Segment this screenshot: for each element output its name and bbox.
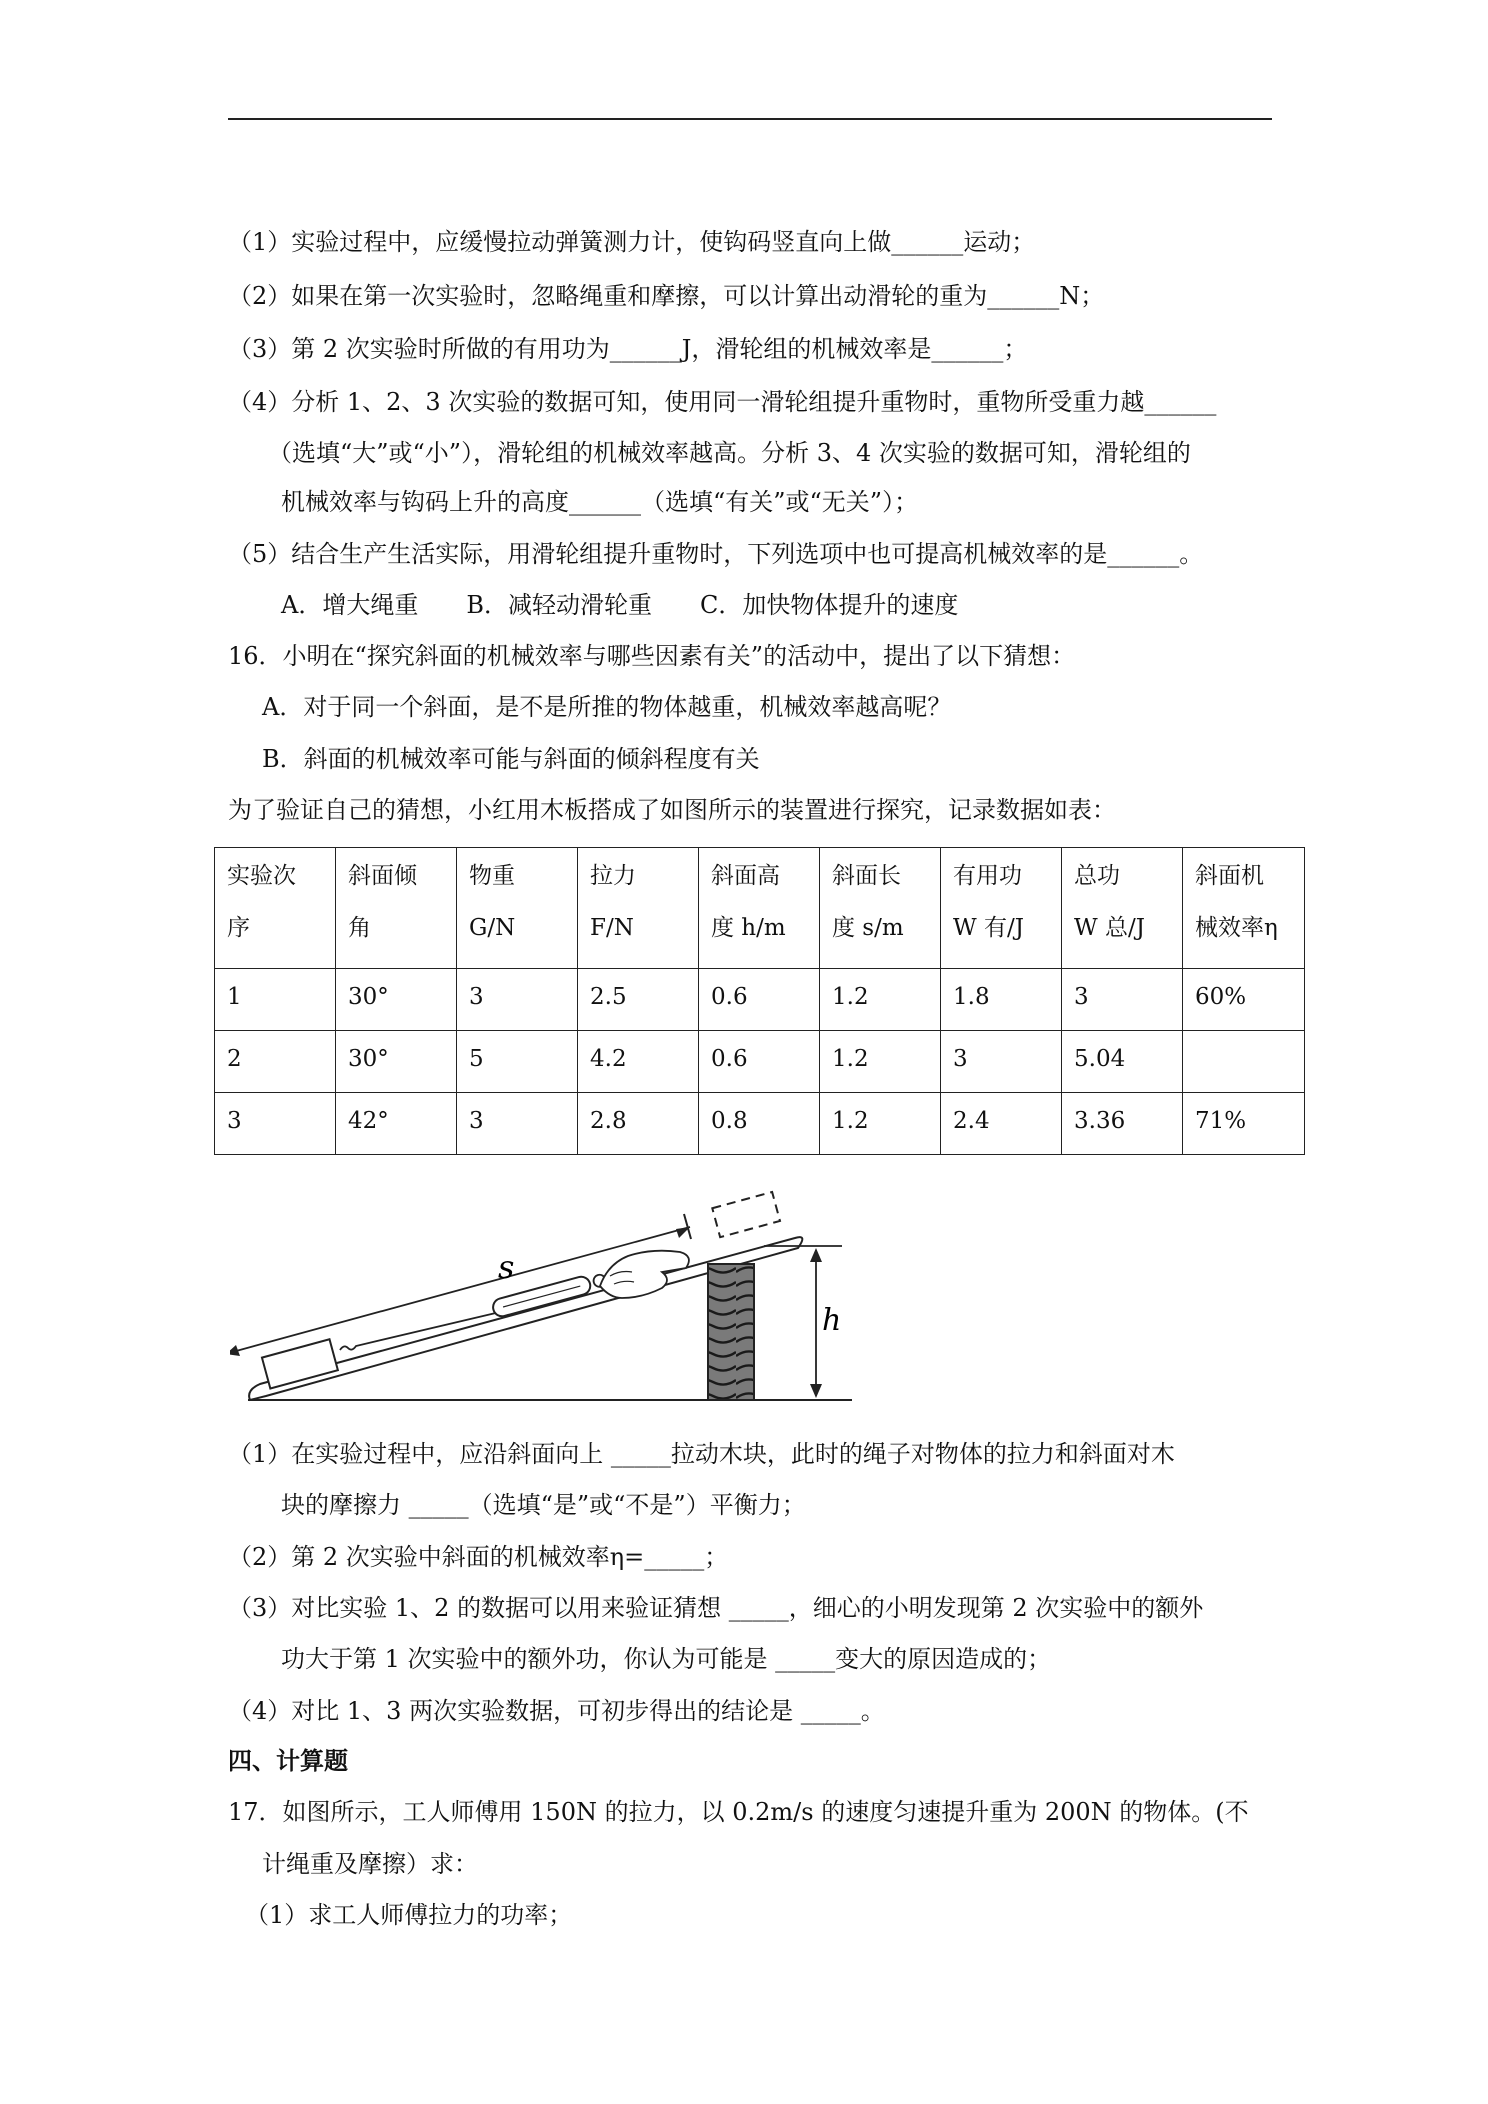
table-cell: 1.8: [941, 969, 1062, 1031]
table-cell: 42°: [336, 1093, 457, 1155]
q15-part4-line2: （选填“大”或“小”），滑轮组的机械效率越高。分析 3、4 次实验的数据可知，滑轮组的: [268, 439, 1191, 467]
table-cell: 2: [215, 1031, 336, 1093]
q17-stem-line1: 17．如图所示，工人师傅用 150N 的拉力，以 0.2m/s 的速度匀速提升重为 200N 的物体。(不: [228, 1798, 1249, 1826]
table-cell: 71%: [1183, 1093, 1305, 1155]
table-header-cell: 斜面长 度 s/m: [820, 848, 941, 969]
table-cell: 1: [215, 969, 336, 1031]
table-header-cell: 拉力 F/N: [578, 848, 699, 969]
table-cell: 3: [215, 1093, 336, 1155]
table-cell: 30°: [336, 1031, 457, 1093]
table-row: [215, 1093, 1305, 1155]
q16-part2: （2）第 2 次实验中斜面的机械效率η=_____；: [228, 1543, 729, 1571]
table-cell: 0.6: [699, 969, 820, 1031]
height-arrow-head-top: [810, 1248, 822, 1262]
section-title: 四、计算题: [228, 1746, 348, 1775]
table-cell: 3: [1062, 969, 1183, 1031]
length-label: s: [498, 1248, 515, 1286]
table-header-cell: 斜面高 度 h/m: [699, 848, 820, 969]
table-cell: 4.2: [578, 1031, 699, 1093]
table-cell: 3: [457, 1093, 578, 1155]
q17-part1: （1）求工人师傅拉力的功率；: [245, 1901, 573, 1929]
q16-part1-line1: （1）在实验过程中，应沿斜面向上 _____拉动木块，此时的绳子对物体的拉力和斜面对木: [228, 1440, 1175, 1468]
table-header-cell: 总功 W 总/J: [1062, 848, 1183, 969]
table-row: [215, 1031, 1305, 1093]
block-final-position: [712, 1192, 780, 1237]
q15-part5: （5）结合生产生活实际，用滑轮组提升重物时，下列选项中也可提高机械效率的是______。: [228, 540, 1204, 568]
q15-part4-line3: 机械效率与钩码上升的高度______（选填“有关”或“无关”）；: [281, 488, 919, 516]
length-end-tick-right: [684, 1214, 691, 1239]
q15-part3: （3）第 2 次实验时所做的有用功为______J，滑轮组的机械效率是______；: [228, 335, 1028, 363]
table-cell: 3.36: [1062, 1093, 1183, 1155]
table-cell: 5: [457, 1031, 578, 1093]
q15-part1: （1）实验过程中，应缓慢拉动弹簧测力计，使钩码竖直向上做______运动；: [228, 228, 1036, 256]
header-rule: [228, 118, 1272, 120]
q16-part3-line2: 功大于第 1 次实验中的额外功，你认为可能是 _____变大的原因造成的；: [281, 1645, 1052, 1673]
table-cell: 3: [457, 969, 578, 1031]
table-cell: 1.2: [820, 969, 941, 1031]
q15-options: A．增大绳重 B．减轻动滑轮重 C．加快物体提升的速度: [281, 591, 959, 619]
q15-part4-line1: （4）分析 1、2、3 次实验的数据可知，使用同一滑轮组提升重物时，重物所受重力越______: [228, 388, 1217, 416]
table-header-cell: 斜面机 械效率η: [1183, 848, 1305, 969]
q16-part1-line2: 块的摩擦力 _____（选填“是”或“不是”）平衡力；: [281, 1491, 806, 1519]
table-cell: 2.8: [578, 1093, 699, 1155]
q17-stem-line2: 计绳重及摩擦）求：: [262, 1850, 478, 1878]
q16-stem: 16．小明在“探究斜面的机械效率与哪些因素有关”的活动中，提出了以下猜想：: [228, 642, 1076, 670]
data-table: [214, 847, 1305, 1155]
q16-part4: （4）对比 1、3 两次实验数据，可初步得出的结论是 _____。: [228, 1697, 885, 1725]
q15-part2: （2）如果在第一次实验时，忽略绳重和摩擦，可以计算出动滑轮的重为______N；: [228, 282, 1105, 310]
table-row: [215, 969, 1305, 1031]
table-cell: 0.8: [699, 1093, 820, 1155]
table-cell: 0.6: [699, 1031, 820, 1093]
height-arrow-head-bottom: [810, 1384, 822, 1398]
table-header-cell: 有用功 W 有/J: [941, 848, 1062, 969]
table-cell: 2.4: [941, 1093, 1062, 1155]
q16-guess-a: A．对于同一个斜面，是不是所推的物体越重，机械效率越高呢？: [262, 693, 952, 721]
table-cell: 30°: [336, 969, 457, 1031]
table-cell: 3: [941, 1031, 1062, 1093]
q16-guess-b: B．斜面的机械效率可能与斜面的倾斜程度有关: [262, 745, 760, 773]
wooden-block-object: [262, 1339, 338, 1388]
table-header-row: [215, 848, 1305, 969]
table-header-cell: 实验次 序: [215, 848, 336, 969]
q16-part3-line1: （3）对比实验 1、2 的数据可以用来验证猜想 _____，细心的小明发现第 2 次实验中的额外: [228, 1594, 1204, 1622]
incline-diagram: [230, 1178, 870, 1418]
table-header-cell: 斜面倾 角: [336, 848, 457, 969]
height-label: h: [822, 1303, 842, 1338]
table-cell: 5.04: [1062, 1031, 1183, 1093]
table-cell: 60%: [1183, 969, 1305, 1031]
length-arrow-head-right: [676, 1227, 690, 1238]
table-cell: 2.5: [578, 969, 699, 1031]
q16-intro: 为了验证自己的猜想，小红用木板搭成了如图所示的装置进行探究，记录数据如表：: [228, 796, 1116, 824]
table-header-cell: 物重 G/N: [457, 848, 578, 969]
table-cell: 1.2: [820, 1031, 941, 1093]
table-cell: [1183, 1031, 1305, 1093]
table-cell: 1.2: [820, 1093, 941, 1155]
wooden-block: [708, 1264, 754, 1400]
